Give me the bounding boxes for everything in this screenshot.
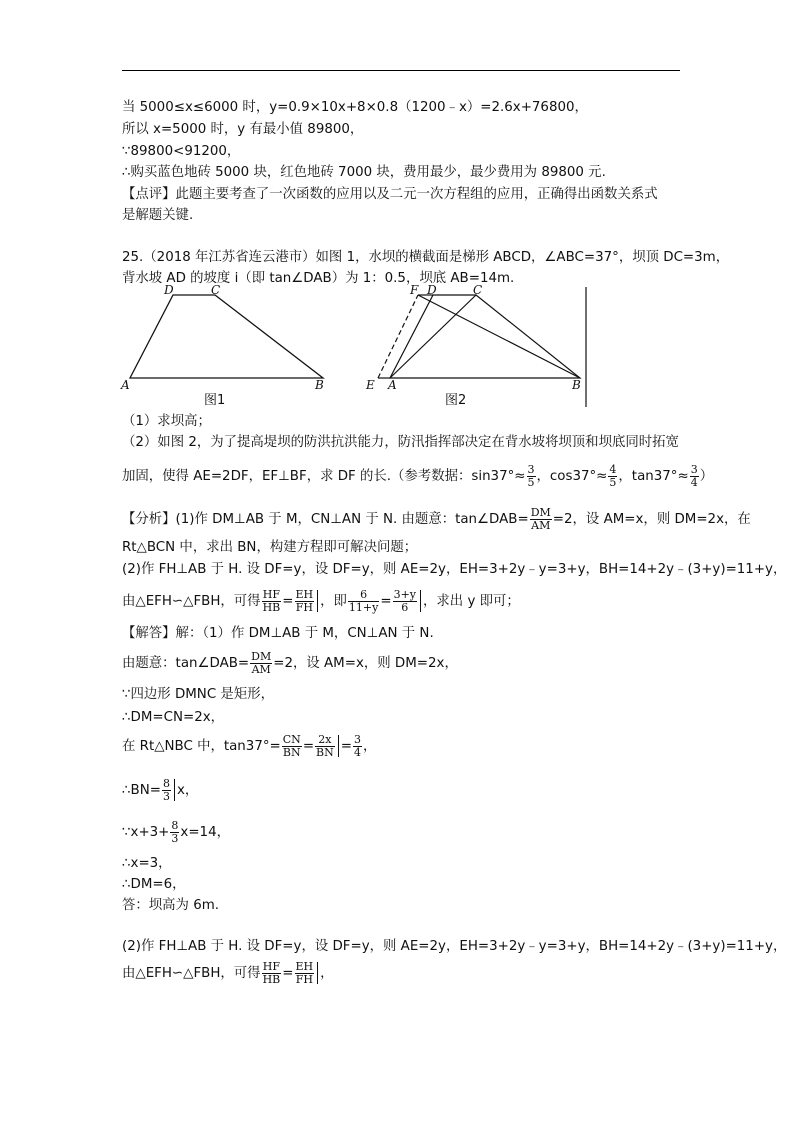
frac-8-3-b: $\frac{8}{3}$ xyxy=(171,818,179,845)
solution-line-10: 答：坝高为 6m. xyxy=(122,898,220,913)
fig1-caption: 图1 xyxy=(204,393,226,408)
question-line-1: 25.（2018 年江苏省连云港市）如图 1，水坝的横截面是梯形 ABCD，∠ABC=37°，坝顶 DC=3m， xyxy=(122,250,730,265)
header-rule xyxy=(122,70,680,71)
frac-bar xyxy=(317,590,318,612)
sol-s5-post: ， xyxy=(363,739,377,754)
solution-line-11: (2)作 FH⊥AB 于 H. 设 DF=y，设 DF=y，则 AE=2y，EH=3+2y﹣y=3+y，BH=14+2y﹣(3+y)=11+y， xyxy=(122,939,787,954)
fig1-label-A: A xyxy=(121,378,130,392)
solution-line-8: ∴x=3， xyxy=(122,856,172,871)
frac-hf-hb-2: $\frac{HF}{HB}$ xyxy=(262,959,281,986)
frac-sin37: $\frac{3}{5}$ xyxy=(527,462,535,489)
prev-comment-line-1: 【点评】此题主要考查了一次函数的应用以及二元一次方程组的应用，正确得出函数关系式 xyxy=(122,187,658,202)
solution-line-3: ∵四边形 DMNC 是矩形， xyxy=(122,687,274,702)
frac-tan37: $\frac{3}{4}$ xyxy=(690,462,698,489)
fig2-label-C: C xyxy=(473,283,483,297)
frac-8-3: $\frac{8}{3}$ xyxy=(162,776,170,803)
solution-line-9: ∴DM=6， xyxy=(122,877,186,892)
fig2-caption: 图2 xyxy=(445,393,467,408)
sol-s12-pre: 由△EFH∽△FBH，可得 xyxy=(122,966,261,981)
frac-2x-bn: $\frac{2x}{BN}$ xyxy=(316,732,334,759)
analysis-line-3: (2)作 FH⊥AB 于 H. 设 DF=y，设 DF=y，则 AE=2y，EH=3+2y﹣y=3+y，BH=14+2y﹣(3+y)=11+y， xyxy=(122,562,787,577)
solution-line-12: 由△EFH∽△FBH，可得 $\frac{HF}{HB}$ = $\frac{EH}{FH}$ ， xyxy=(122,959,334,986)
solution-line-6 xyxy=(122,773,198,809)
prev-line-1: 当 5000≤x≤6000 时，y=0.9×10x+8×0.8（1200﹣x）=2.6x+76800， xyxy=(122,100,588,115)
solution-line-4: ∴DM=CN=2x， xyxy=(122,710,225,725)
sol-s5-pre: 在 Rt△NBC 中，tan37°= xyxy=(122,739,281,754)
fig1-label-C: C xyxy=(211,283,221,297)
sol-s6-post: x， xyxy=(176,783,199,798)
frac-3y-6: $\frac{3+y}{6}$ xyxy=(393,587,417,614)
figure-2 xyxy=(358,283,598,409)
frac-bar xyxy=(174,779,175,801)
analysis-a4-post: ，求出 y 即可； xyxy=(423,594,520,609)
analysis-eq-1: = xyxy=(282,594,294,609)
frac-bar xyxy=(420,590,421,612)
analysis-line-4 xyxy=(122,584,520,620)
sol-s7-post: x=14， xyxy=(180,825,230,840)
fig2-label-D: D xyxy=(427,283,437,297)
prev-line-3: ∵89800<91200， xyxy=(122,144,241,159)
solution-line-1: 【解答】解：（1）作 DM⊥AB 于 M，CN⊥AN 于 N. xyxy=(122,626,434,641)
q-p2b-pre: 加固，使得 AE=2DF，EF⊥BF，求 DF 的长.（参考数据：sin37°≈ xyxy=(122,469,526,484)
fig2-line-AC xyxy=(390,295,476,378)
fig1-label-D: D xyxy=(164,283,174,297)
analysis-line-2: Rt△BCN 中，求出 BN，构建方程即可解决问题； xyxy=(122,540,418,555)
frac-hf-hb: $\frac{HF}{HB}$ xyxy=(262,587,281,614)
analysis-a4-mid: ，即 xyxy=(320,594,347,609)
fig2-label-A: A xyxy=(388,378,397,392)
prev-line-2: 所以 x=5000 时，y 有最小值 89800， xyxy=(122,122,364,137)
question-part-2-line-2 xyxy=(122,459,713,495)
analysis-eq-2: = xyxy=(380,594,392,609)
analysis-a1-post: =2，设 AM=x，则 DM=2x，在 xyxy=(552,512,751,527)
sol-s12-post: ， xyxy=(320,966,334,981)
solution-line-5: 在 Rt△NBC 中，tan37°= $\frac{CN}{BN}$ = $\frac{2x}{BN}$ = $\frac{3}{4}$ ， xyxy=(122,732,377,759)
analysis-line-1 xyxy=(122,502,751,538)
frac-dm-am-2: $\frac{DM}{AM}$ xyxy=(251,649,272,676)
prev-comment-line-2: 是解题关键. xyxy=(122,208,194,223)
question-part-2-line-1: （2）如图 2，为了提高堤坝的防洪抗洪能力，防汛指挥部决定在背水坡将坝顶和坝底同时拓宽 xyxy=(122,435,679,450)
q-p2b-mid2: ，tan37°≈ xyxy=(618,469,689,484)
figure-1 xyxy=(118,283,340,409)
solution-line-7 xyxy=(122,815,230,851)
question-line-2: 背水坡 AD 的坡度 i（即 tan∠DAB）为 1：0.5，坝底 AB=14m. xyxy=(122,271,515,286)
fig2-trapezoid xyxy=(390,295,580,378)
fig2-label-E: E xyxy=(366,378,375,392)
q-p2b-mid1: ，cos37°≈ xyxy=(536,469,608,484)
fig2-label-F: F xyxy=(410,283,419,297)
analysis-a1-pre: 【分析】(1)作 DM⊥AB 于 M，CN⊥AN 于 N. 由题意：tan∠DAB= xyxy=(122,512,529,527)
fig2-label-B: B xyxy=(572,378,581,392)
fig1-label-B: B xyxy=(315,378,324,392)
frac-dm-am: $\frac{DM}{AM}$ xyxy=(530,505,551,532)
prev-line-4: ∴购买蓝色地砖 5000 块，红色地砖 7000 块，费用最少，最少费用为 89800 元. xyxy=(122,165,606,180)
frac-cn-bn: $\frac{CN}{BN}$ xyxy=(282,732,301,759)
analysis-a4-pre: 由△EFH∽△FBH，可得 xyxy=(122,594,261,609)
sol-s7-pre: ∵x+3+ xyxy=(122,825,170,840)
frac-bar xyxy=(338,735,339,757)
fig2-line-FB xyxy=(418,295,580,378)
q-p2b-end: ） xyxy=(699,469,714,484)
frac-6-11y: $\frac{6}{11+y}$ xyxy=(348,587,379,614)
sol-s6-pre: ∴BN= xyxy=(122,783,161,798)
question-part-1: （1）求坝高； xyxy=(122,414,211,429)
frac-bar xyxy=(317,962,318,984)
frac-eh-fh: $\frac{EH}{FH}$ xyxy=(295,587,314,614)
frac-cos37: $\frac{4}{5}$ xyxy=(609,462,617,489)
sol-s2-pre: 由题意：tan∠DAB= xyxy=(122,656,250,671)
sol-s2-post: =2，设 AM=x，则 DM=2x， xyxy=(273,656,458,671)
solution-line-2 xyxy=(122,646,458,682)
frac-3-4: $\frac{3}{4}$ xyxy=(354,732,361,759)
frac-eh-fh-2: $\frac{EH}{FH}$ xyxy=(295,959,314,986)
fig1-trapezoid xyxy=(130,295,323,378)
